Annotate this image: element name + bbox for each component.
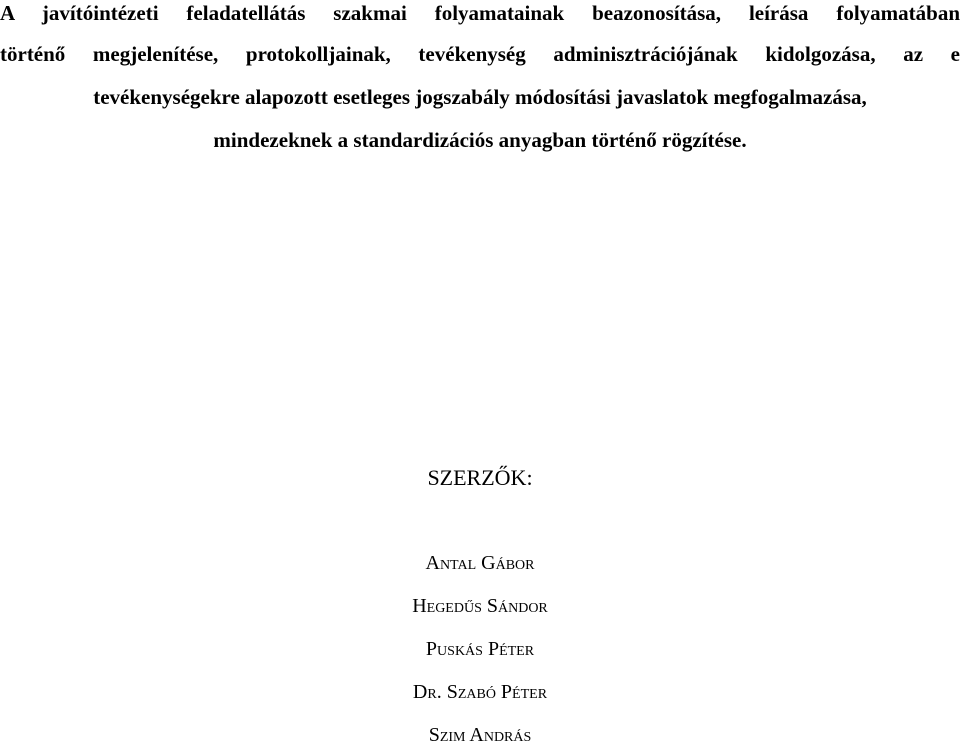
title-line-2: történő megjelenítése, protokolljainak, tevékenység adminisztrációjának kidolgozása, az e [0,42,960,66]
author-name: Dr. Szabó Péter [412,681,548,703]
title-line-4: mindezeknek a standardizációs anyagban történő rögzítése. [213,128,747,152]
title-line-3: tevékenységekre alapozott esetleges jogszabály módosítási javaslatok megfogalmazása, [93,85,867,109]
authors-heading: SZERZŐK: [427,465,533,490]
author-name: Puskás Péter [425,638,535,660]
author-name: Szim András [428,724,532,746]
author-name: Antal Gábor [425,552,535,574]
author-name: Hegedűs Sándor [412,595,548,617]
title-line-1: A javítóintézeti feladatellátás szakmai folyamatainak beazonosítása, leírása folyamatában [0,1,960,25]
